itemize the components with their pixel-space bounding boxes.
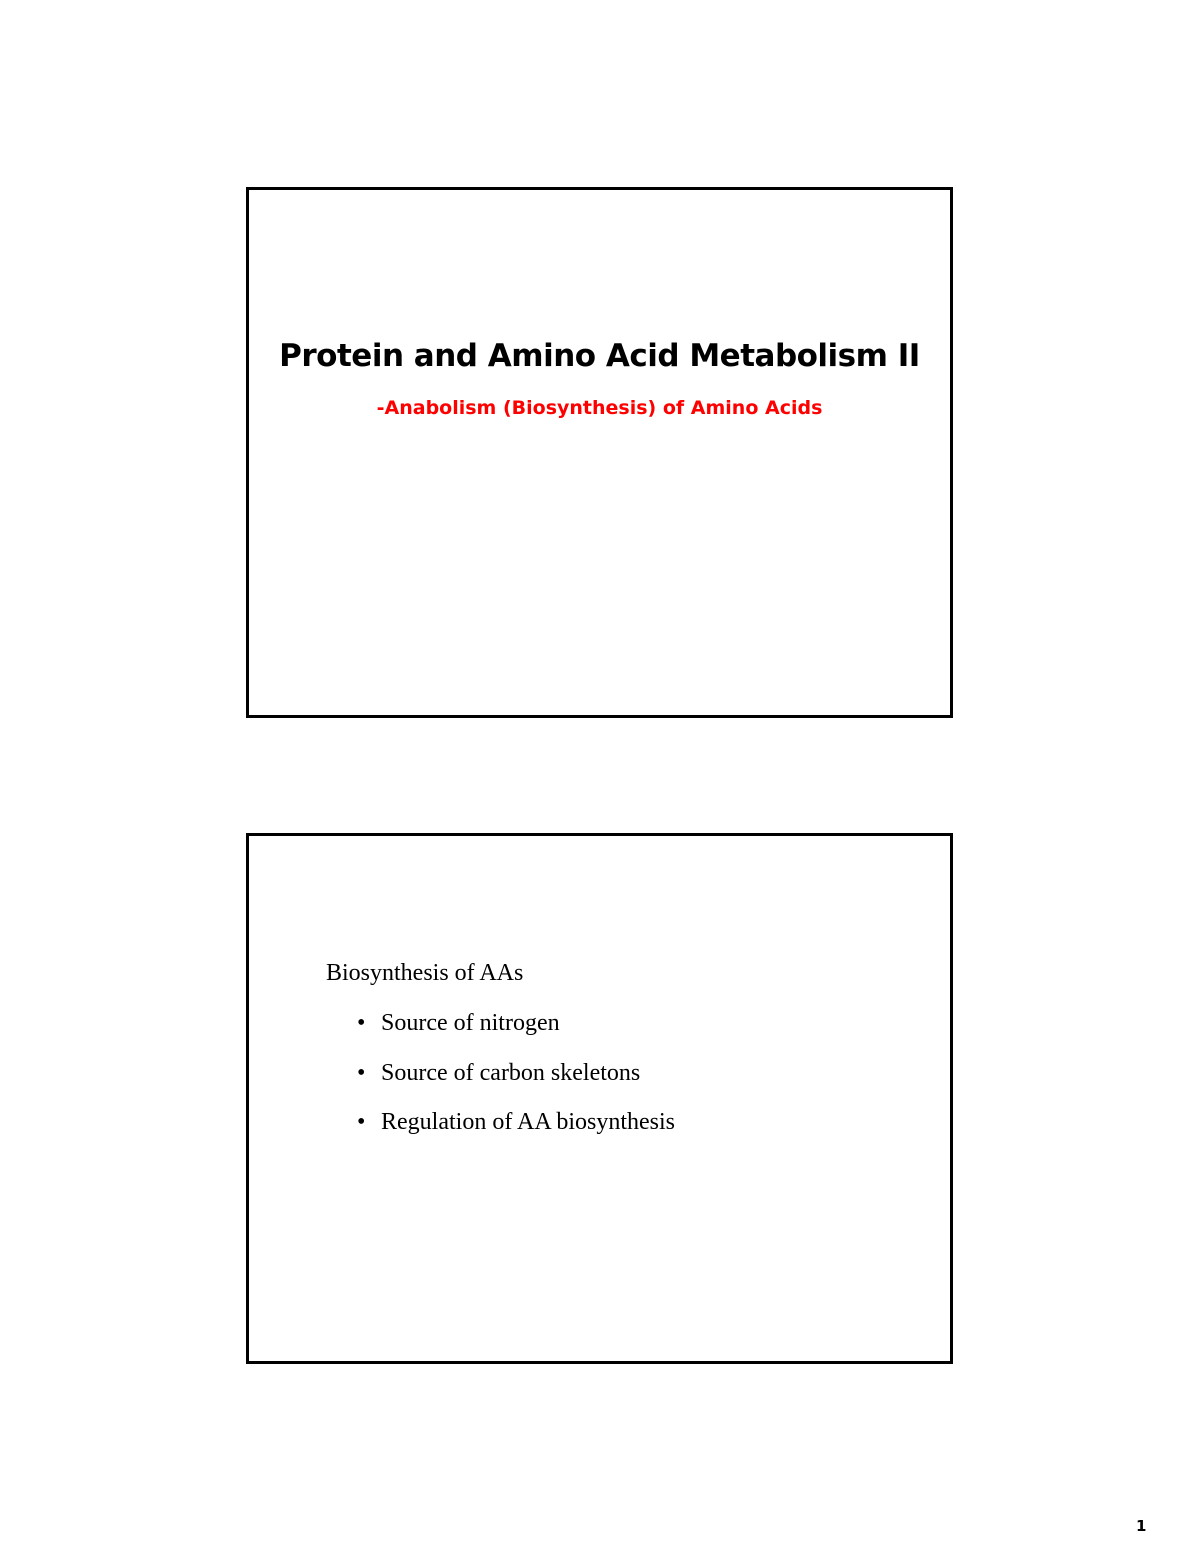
list-item <box>357 1009 675 1059</box>
list-item <box>357 1108 675 1158</box>
slide-title: Protein and Amino Acid Metabolism II <box>279 338 920 374</box>
bullet-list <box>357 1009 675 1158</box>
content-heading: Biosynthesis of AAs <box>326 960 524 986</box>
page-number: 1 <box>1136 1517 1147 1535</box>
slide-2 <box>246 833 953 1364</box>
bullet-text: Source of carbon skeletons <box>381 1059 641 1086</box>
list-item <box>357 1059 675 1109</box>
bullet-icon: • <box>357 1010 366 1036</box>
bullet-icon: • <box>357 1109 366 1135</box>
bullet-text: Source of nitrogen <box>381 1010 560 1036</box>
bullet-text: Regulation of AA biosynthesis <box>381 1109 675 1135</box>
bullet-icon: • <box>357 1059 366 1086</box>
slide-subtitle: -Anabolism (Biosynthesis) of Amino Acids <box>376 397 823 419</box>
slide-1 <box>246 187 953 718</box>
